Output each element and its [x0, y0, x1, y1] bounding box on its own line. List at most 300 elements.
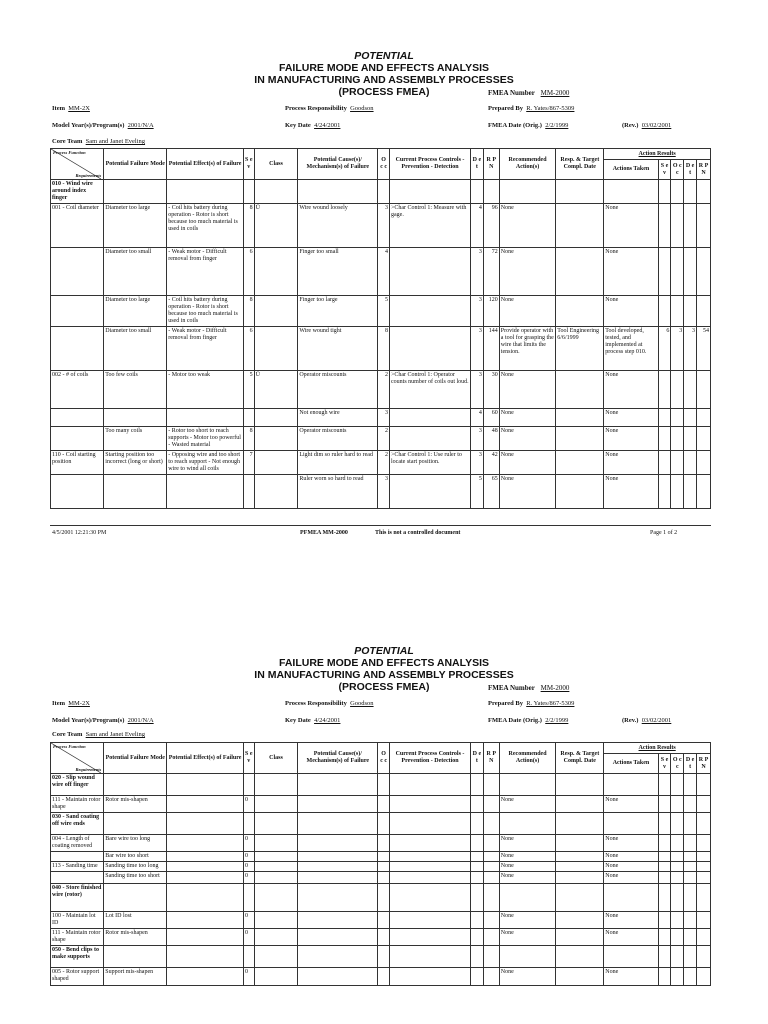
effect-cell: [167, 852, 244, 862]
actions-taken-cell: None: [604, 968, 658, 986]
col-det-p2: D e t: [471, 743, 484, 774]
recommended-cell: None: [499, 872, 556, 884]
sev-cell: 8: [243, 204, 254, 248]
controls-cell: >Char Control 1: Measure with gage.: [390, 204, 471, 248]
col-result-det: D e t: [684, 160, 697, 180]
failure-mode-cell: [104, 774, 167, 796]
table-row: [51, 835, 711, 852]
col-result-occ-p2: O c c: [671, 754, 684, 774]
actions-taken-cell: None: [604, 929, 658, 946]
det-cell: [471, 774, 484, 796]
col-class: Class: [254, 149, 298, 180]
result-rpn-cell: [696, 835, 710, 852]
col-sev-p2: S e v: [243, 743, 254, 774]
result-rpn-cell: 54: [696, 327, 710, 371]
actions-taken-cell: None: [604, 427, 658, 451]
actions-taken-cell: [604, 774, 658, 796]
effect-cell: - Coil hits battery during operation - Rotor is short because too much material is used in coils: [167, 296, 244, 327]
result-det-cell: [684, 872, 697, 884]
col-action-results-p2: Action Results: [604, 743, 711, 754]
failure-mode-cell: [104, 946, 167, 968]
table-row: [51, 946, 711, 968]
controls-cell: [390, 862, 471, 872]
actions-taken-cell: [604, 946, 658, 968]
effect-cell: - Motor too weak: [167, 371, 244, 409]
result-rpn-cell: [696, 912, 710, 929]
class-cell: Ü: [254, 204, 298, 248]
sev-cell: 0: [243, 929, 254, 946]
det-cell: [471, 912, 484, 929]
occ-cell: [378, 912, 390, 929]
result-rpn-cell: [696, 852, 710, 862]
actions-taken-cell: None: [604, 475, 658, 509]
recommended-cell: [499, 946, 556, 968]
col-actions-taken-p2: Actions Taken: [604, 754, 658, 774]
rpn-cell: [483, 872, 499, 884]
failure-mode-cell: Starting position too incorrect (long or short): [104, 451, 167, 475]
cause-cell: [298, 884, 378, 912]
effect-cell: - Coil hits battery during operation - Rotor is short because too much material is used in coils: [167, 204, 244, 248]
cause-cell: [298, 852, 378, 862]
result-det-cell: [684, 852, 697, 862]
resp-cell: [556, 872, 604, 884]
cause-cell: [298, 835, 378, 852]
class-cell: [254, 929, 298, 946]
process-function-cell: 010 - Wind wire around index finger: [51, 180, 104, 204]
controls-cell: [390, 835, 471, 852]
failure-mode-cell: Too many coils: [104, 427, 167, 451]
recommended-cell: None: [499, 248, 556, 296]
resp-cell: Tool Engineering 6/6/1999: [556, 327, 604, 371]
result-occ-cell: [671, 946, 684, 968]
recommended-cell: None: [499, 929, 556, 946]
failure-mode-cell: Diameter too small: [104, 327, 167, 371]
controls-cell: [390, 929, 471, 946]
result-det-cell: [684, 946, 697, 968]
occ-cell: 2: [378, 451, 390, 475]
result-rpn-cell: [696, 968, 710, 986]
occ-cell: [378, 796, 390, 813]
sev-cell: 0: [243, 835, 254, 852]
process-function-cell: 110 - Coil starting position: [51, 451, 104, 475]
recommended-cell: None: [499, 475, 556, 509]
occ-cell: 4: [378, 248, 390, 296]
doc-title-line1: FAILURE MODE AND EFFECTS ANALYSIS: [278, 62, 489, 74]
failure-mode-cell: Sanding time too long: [104, 862, 167, 872]
col-sev: S e v: [243, 149, 254, 180]
recommended-cell: None: [499, 862, 556, 872]
effect-cell: [167, 968, 244, 986]
controls-cell: [390, 813, 471, 835]
effect-cell: - Opposing wire and too short to reach support - Not enough wire to wind all coils: [167, 451, 244, 475]
class-cell: [254, 872, 298, 884]
result-sev-cell: [658, 912, 671, 929]
result-sev-cell: [658, 862, 671, 872]
class-cell: [254, 774, 298, 796]
sev-cell: [243, 946, 254, 968]
core-team-field-p2: Core Team Sam and Janet Eveling: [52, 731, 146, 738]
result-det-cell: [684, 884, 697, 912]
failure-mode-cell: Support mis-shapen: [104, 968, 167, 986]
result-det-cell: [684, 968, 697, 986]
col-causes: Potential Cause(s)/ Mechanism(s) of Failure: [298, 149, 378, 180]
result-sev-cell: [658, 813, 671, 835]
det-cell: [471, 813, 484, 835]
result-occ-cell: [671, 872, 684, 884]
failure-mode-cell: Rotor mis-shapen: [104, 796, 167, 813]
col-occ-p2: O c c: [378, 743, 390, 774]
item-field: Item MM-2X: [52, 105, 90, 112]
process-function-cell: 002 - # of coils: [51, 371, 104, 409]
sev-cell: 0: [243, 968, 254, 986]
det-cell: [471, 872, 484, 884]
col-recommended: Recommended Action(s): [499, 149, 556, 180]
table-row: [51, 912, 711, 929]
process-function-cell: 111 - Maintain rotor shape: [51, 796, 104, 813]
rpn-cell: 60: [483, 409, 499, 427]
det-cell: [471, 835, 484, 852]
col-effects: Potential Effect(s) of Failure: [167, 149, 244, 180]
failure-mode-cell: Lot ID lost: [104, 912, 167, 929]
result-det-cell: [684, 862, 697, 872]
effect-cell: [167, 796, 244, 813]
result-occ-cell: [671, 835, 684, 852]
sev-cell: [243, 774, 254, 796]
item-field-p2: Item MM-2X: [52, 700, 90, 707]
controls-cell: [390, 872, 471, 884]
prepared-by-field: Prepared By R. Yates/867-5309: [488, 105, 575, 112]
controls-cell: [390, 796, 471, 813]
occ-cell: 3: [378, 475, 390, 509]
doc-title-line3: (PROCESS FMEA): [338, 86, 430, 98]
recommended-cell: None: [499, 296, 556, 327]
recommended-cell: None: [499, 427, 556, 451]
pfmea-table-page2: [50, 742, 711, 986]
result-occ-cell: [671, 862, 684, 872]
process-function-cell: 113 - Sanding time: [51, 862, 104, 872]
rpn-cell: 96: [483, 204, 499, 248]
col-failure-mode-p2: Potential Failure Mode: [104, 743, 167, 774]
resp-cell: [556, 968, 604, 986]
effect-cell: - Rotor too short to reach supports - Motor too powerful - Wasted material: [167, 427, 244, 451]
occ-cell: 2: [378, 371, 390, 409]
result-occ-cell: 3: [671, 327, 684, 371]
rpn-cell: 144: [483, 327, 499, 371]
table-row: [51, 852, 711, 862]
sev-cell: [243, 813, 254, 835]
rpn-cell: 30: [483, 371, 499, 409]
cause-cell: Finger too large: [298, 296, 378, 327]
recommended-cell: Provide operator with a tool for grasping the wire that limits the tension.: [499, 327, 556, 371]
result-sev-cell: [658, 774, 671, 796]
rpn-cell: [483, 884, 499, 912]
col-rpn: R P N: [483, 149, 499, 180]
occ-cell: 5: [378, 296, 390, 327]
table-row: [51, 884, 711, 912]
effect-cell: [167, 872, 244, 884]
resp-cell: [556, 929, 604, 946]
occ-cell: [378, 813, 390, 835]
rev-field-p2: (Rev.) 03/02/2001: [622, 717, 672, 724]
rpn-cell: [483, 929, 499, 946]
rev-field: (Rev.) 03/02/2001: [622, 122, 672, 129]
failure-mode-cell: Bar wire too short: [104, 852, 167, 862]
det-cell: [471, 852, 484, 862]
controls-cell: [390, 946, 471, 968]
occ-cell: [378, 872, 390, 884]
result-sev-cell: [658, 796, 671, 813]
recommended-cell: None: [499, 912, 556, 929]
occ-cell: 2: [378, 427, 390, 451]
doc-potential-heading: POTENTIAL: [354, 50, 414, 62]
result-sev-cell: [658, 835, 671, 852]
cause-cell: Finger too small: [298, 248, 378, 296]
rpn-cell: [483, 852, 499, 862]
col-result-occ: O c c: [671, 160, 684, 180]
rpn-cell: [483, 862, 499, 872]
result-sev-cell: [658, 946, 671, 968]
occ-cell: 3: [378, 204, 390, 248]
result-sev-cell: [658, 852, 671, 862]
rpn-cell: [483, 835, 499, 852]
col-result-rpn: R P N: [696, 160, 710, 180]
col-rpn-p2: R P N: [483, 743, 499, 774]
result-occ-cell: [671, 796, 684, 813]
rpn-cell: 72: [483, 248, 499, 296]
table-row: [51, 929, 711, 946]
result-rpn-cell: [696, 946, 710, 968]
result-sev-cell: [658, 884, 671, 912]
recommended-cell: None: [499, 409, 556, 427]
col-occ: O c c: [378, 149, 390, 180]
col-action-results: Action Results: [604, 149, 711, 160]
process-function-cell: 004 - Length of coating removed: [51, 835, 104, 852]
actions-taken-cell: [604, 884, 658, 912]
resp-cell: [556, 813, 604, 835]
det-cell: 3: [471, 371, 484, 409]
controls-cell: [390, 774, 471, 796]
process-function-cell: 005 - Rotor support shaped: [51, 968, 104, 986]
class-cell: [254, 968, 298, 986]
doc-title-line2: IN MANUFACTURING AND ASSEMBLY PROCESSES: [254, 74, 514, 86]
recommended-cell: [499, 884, 556, 912]
failure-mode-cell: Diameter too large: [104, 204, 167, 248]
effect-cell: [167, 835, 244, 852]
recommended-cell: None: [499, 968, 556, 986]
effect-cell: [167, 912, 244, 929]
key-date-field-p2: Key Date 4/24/2001: [285, 717, 341, 724]
sev-cell: [243, 884, 254, 912]
process-function-cell: [51, 872, 104, 884]
failure-mode-cell: Rotor mis-shapen: [104, 929, 167, 946]
result-occ-cell: [671, 912, 684, 929]
cause-cell: Wire wound loosely: [298, 204, 378, 248]
cause-cell: [298, 946, 378, 968]
rpn-cell: [483, 813, 499, 835]
occ-cell: 8: [378, 327, 390, 371]
actions-taken-cell: [604, 813, 658, 835]
class-cell: [254, 813, 298, 835]
class-cell: [254, 796, 298, 813]
occ-cell: 3: [378, 409, 390, 427]
key-date-field: Key Date 4/24/2001: [285, 122, 341, 129]
col-controls: Current Process Controls - Prevention - Detection: [390, 149, 471, 180]
failure-mode-cell: Diameter too large: [104, 296, 167, 327]
col-result-det-p2: D e t: [684, 754, 697, 774]
model-year-field-p2: Model Year(s)/Program(s) 2001/N/A: [52, 717, 154, 724]
result-occ-cell: [671, 968, 684, 986]
sev-cell: 0: [243, 862, 254, 872]
occ-cell: [378, 774, 390, 796]
sev-cell: 6: [243, 248, 254, 296]
occ-cell: [378, 862, 390, 872]
table-row: [51, 813, 711, 835]
result-det-cell: [684, 796, 697, 813]
table-row: [51, 796, 711, 813]
occ-cell: [378, 929, 390, 946]
det-cell: 5: [471, 475, 484, 509]
fmea-number-field-p2: FMEA Number MM-2000: [488, 684, 570, 692]
actions-taken-cell: None: [604, 248, 658, 296]
det-cell: 3: [471, 296, 484, 327]
controls-cell: [390, 912, 471, 929]
result-sev-cell: [658, 929, 671, 946]
actions-taken-cell: Tool developed, tested, and implemented at process step 010.: [604, 327, 658, 371]
actions-taken-cell: None: [604, 296, 658, 327]
table-row: [51, 862, 711, 872]
det-cell: 4: [471, 204, 484, 248]
result-det-cell: [684, 813, 697, 835]
det-cell: [471, 884, 484, 912]
det-cell: [471, 862, 484, 872]
result-sev-cell: 6: [658, 327, 671, 371]
det-cell: 4: [471, 409, 484, 427]
actions-taken-cell: None: [604, 796, 658, 813]
resp-cell: [556, 884, 604, 912]
cause-cell: Operator miscounts: [298, 371, 378, 409]
result-rpn-cell: [696, 774, 710, 796]
col-result-sev-p2: S e v: [658, 754, 671, 774]
resp-cell: [556, 774, 604, 796]
actions-taken-cell: None: [604, 912, 658, 929]
rpn-cell: [483, 968, 499, 986]
recommended-cell: None: [499, 204, 556, 248]
result-occ-cell: [671, 884, 684, 912]
footer-page-number: Page 1 of 2: [650, 530, 678, 536]
cause-cell: [298, 968, 378, 986]
controls-cell: >Char Control 1: Operator counts number of coils out loud.: [390, 371, 471, 409]
det-cell: [471, 946, 484, 968]
det-cell: [471, 796, 484, 813]
col-controls-p2: Current Process Controls - Prevention - Detection: [390, 743, 471, 774]
sev-cell: 0: [243, 796, 254, 813]
occ-cell: [378, 852, 390, 862]
doc-title-line3-p2: (PROCESS FMEA): [338, 681, 430, 693]
effect-cell: [167, 929, 244, 946]
resp-cell: [556, 852, 604, 862]
det-cell: 3: [471, 248, 484, 296]
result-rpn-cell: [696, 796, 710, 813]
sev-cell: 5: [243, 371, 254, 409]
col-result-sev: S e v: [658, 160, 671, 180]
process-function-cell: 030 - Sand coating off wire ends: [51, 813, 104, 835]
model-year-field: Model Year(s)/Program(s) 2001/N/A: [52, 122, 154, 129]
process-responsibility-field-p2: Process Responsibility Goodson: [285, 700, 374, 707]
process-function-cell: [51, 852, 104, 862]
effect-cell: [167, 813, 244, 835]
controls-cell: [390, 852, 471, 862]
det-cell: [471, 929, 484, 946]
result-rpn-cell: [696, 862, 710, 872]
rpn-cell: 120: [483, 296, 499, 327]
result-rpn-cell: [696, 872, 710, 884]
failure-mode-cell: Diameter too small: [104, 248, 167, 296]
sev-cell: 0: [243, 872, 254, 884]
result-sev-cell: [658, 872, 671, 884]
doc-title-line1-p2: FAILURE MODE AND EFFECTS ANALYSIS: [278, 657, 489, 669]
cause-cell: Operator miscounts: [298, 427, 378, 451]
resp-cell: [556, 912, 604, 929]
cause-cell: [298, 813, 378, 835]
failure-mode-cell: [104, 884, 167, 912]
cause-cell: Ruler worn so hard to read: [298, 475, 378, 509]
rpn-cell: [483, 946, 499, 968]
controls-cell: [390, 884, 471, 912]
result-det-cell: [684, 929, 697, 946]
recommended-cell: None: [499, 796, 556, 813]
occ-cell: [378, 946, 390, 968]
col-process-function-p2: Process Function Requirements: [51, 743, 104, 774]
actions-taken-cell: None: [604, 451, 658, 475]
occ-cell: [378, 884, 390, 912]
effect-cell: - Weak motor - Difficult removal from finger: [167, 327, 244, 371]
result-occ-cell: [671, 774, 684, 796]
table-row: [51, 774, 711, 796]
footer-timestamp: 4/5/2001 12:21:30 PM: [52, 530, 107, 536]
cause-cell: Wire wound tight: [298, 327, 378, 371]
result-occ-cell: [671, 813, 684, 835]
resp-cell: [556, 835, 604, 852]
result-sev-cell: [658, 968, 671, 986]
process-function-cell: 020 - Slip wound wire off finger: [51, 774, 104, 796]
result-det-cell: [684, 912, 697, 929]
effect-cell: [167, 946, 244, 968]
sev-cell: 0: [243, 912, 254, 929]
actions-taken-cell: None: [604, 371, 658, 409]
det-cell: [471, 968, 484, 986]
class-cell: Ü: [254, 371, 298, 409]
sev-cell: 0: [243, 852, 254, 862]
col-det: D e t: [471, 149, 484, 180]
cause-cell: Not enough wire: [298, 409, 378, 427]
class-cell: [254, 946, 298, 968]
doc-potential-heading-p2: POTENTIAL: [354, 645, 414, 657]
cause-cell: [298, 912, 378, 929]
controls-cell: >Char Control 1: Use ruler to locate start position.: [390, 451, 471, 475]
col-class-p2: Class: [254, 743, 298, 774]
process-responsibility-field: Process Responsibility Goodson: [285, 105, 374, 112]
col-process-function: Process Function Requirements: [51, 149, 104, 180]
col-result-rpn-p2: R P N: [696, 754, 710, 774]
recommended-cell: [499, 813, 556, 835]
resp-cell: [556, 796, 604, 813]
recommended-cell: None: [499, 371, 556, 409]
col-resp: Resp. & Target Compl. Date: [556, 149, 604, 180]
class-cell: [254, 852, 298, 862]
actions-taken-cell: None: [604, 862, 658, 872]
resp-cell: [556, 946, 604, 968]
class-cell: [254, 835, 298, 852]
